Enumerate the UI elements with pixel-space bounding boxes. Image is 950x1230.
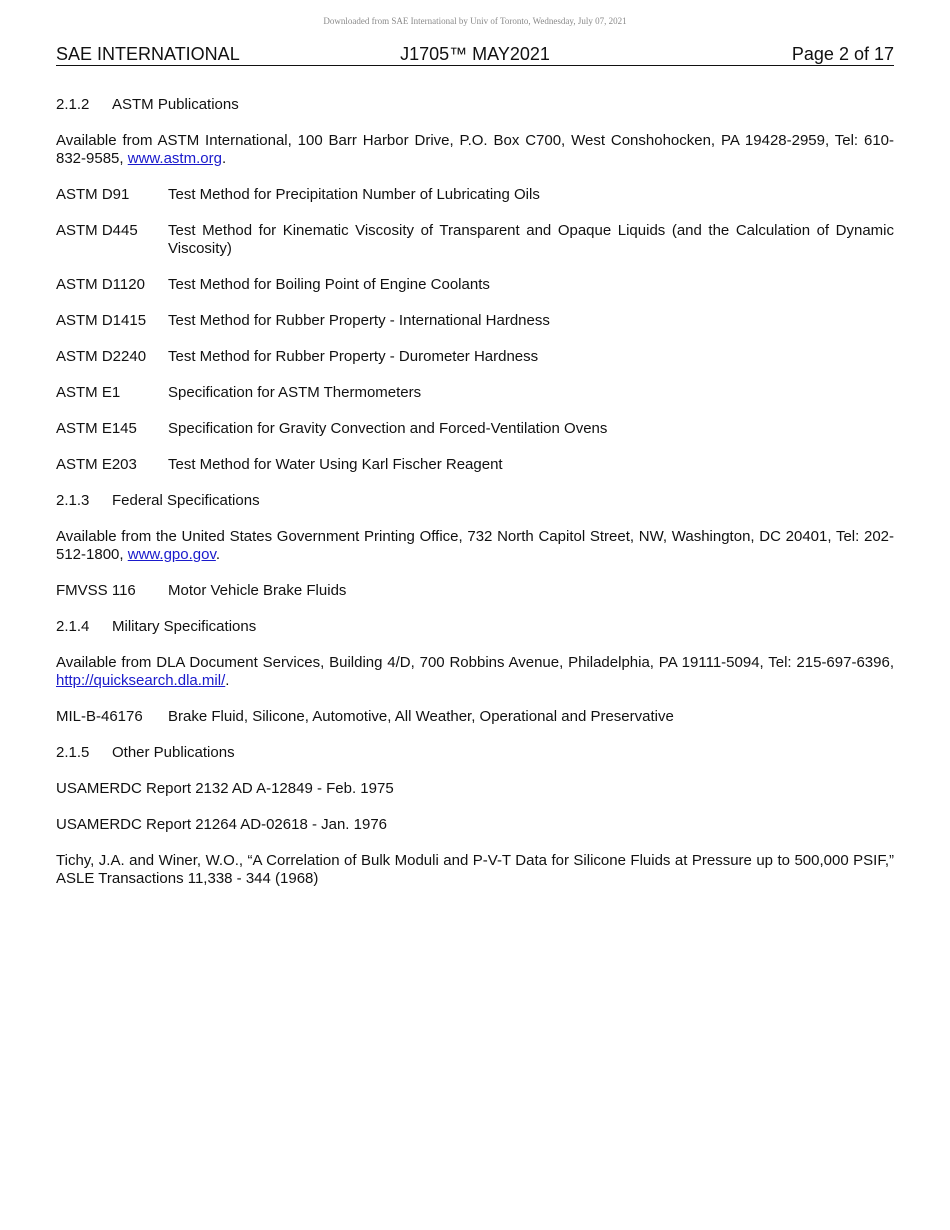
reference-item [56,456,894,474]
reference-description: Test Method for Rubber Property - International Hardness [168,312,550,329]
availability-text: Available from DLA Document Services, Building 4/D, 700 Robbins Avenue, Philadelphia, PA 19111-5094, Tel: 215-697-6396, [56,654,894,671]
reference-item [56,312,894,330]
reference-code: MIL-B-46176 [56,708,143,725]
reference-description: Specification for Gravity Convection and Forced-Ventilation Ovens [168,420,608,437]
reference-description: Motor Vehicle Brake Fluids [168,582,347,599]
section-heading-astm [56,96,894,114]
reference-code: ASTM D91 [56,186,130,203]
availability-text: Available from the United States Government Printing Office, 732 North Capitol Street, NW, Washington, DC 20401, Tel: 202-512-1800, [56,528,894,563]
reference-item [56,348,894,366]
availability-text: Available from ASTM International, 100 Barr Harbor Drive, P.O. Box C700, West Conshohocken, PA 19428-2959, Tel: 610-832-9585, [56,132,894,167]
reference-code: ASTM D445 [56,222,138,239]
dla-link[interactable]: http://quicksearch.dla.mil/ [56,672,226,689]
reference-item [56,708,894,726]
astm-link[interactable]: www.astm.org [127,150,222,167]
reference-description: Test Method for Precipitation Number of Lubricating Oils [168,186,540,203]
reference-description: Brake Fluid, Silicone, Automotive, All Weather, Operational and Preservative [168,708,674,725]
period: . [215,546,221,563]
reference-description: Test Method for Water Using Karl Fischer Reagent [168,456,503,473]
header-document-id: J1705™ MAY2021 [400,44,550,64]
other-publication-item: USAMERDC Report 21264 AD-02618 - Jan. 1976 [56,816,388,833]
reference-item [56,276,894,294]
gpo-link[interactable]: www.gpo.gov [127,546,216,563]
document-body [56,96,894,888]
reference-item [56,420,894,438]
period: . [221,150,227,167]
reference-description: Test Method for Kinematic Viscosity of Transparent and Opaque Liquids (and the Calculation of Dynamic Viscosity) [168,222,894,257]
reference-item [56,222,894,258]
reference-code: ASTM E203 [56,456,137,473]
section-heading-other [56,744,894,762]
section-number: 2.1.5 [56,744,90,761]
reference-code: ASTM D1120 [56,276,145,293]
section-title: Federal Specifications [112,492,260,509]
reference-description: Test Method for Rubber Property - Durometer Hardness [168,348,539,365]
other-publication-item: Tichy, J.A. and Winer, W.O., “A Correlation of Bulk Moduli and P-V-T Data for Silicone Fluids at Pressure up to 500,000 PSIF,” ASLE Transactions 11,338 - 344 (1968) [56,852,894,887]
reference-item [56,582,894,600]
section-number: 2.1.2 [56,96,90,113]
military-availability [56,654,894,690]
reference-description: Specification for ASTM Thermometers [168,384,422,401]
federal-availability [56,528,894,564]
section-title: Military Specifications [112,618,257,635]
reference-code: ASTM E1 [56,384,121,401]
reference-item [56,186,894,204]
reference-code: ASTM E145 [56,420,137,437]
reference-item [56,384,894,402]
section-heading-military [56,618,894,636]
section-number: 2.1.4 [56,618,90,635]
reference-description: Test Method for Boiling Point of Engine Coolants [168,276,490,293]
other-publication-item: USAMERDC Report 2132 AD A-12849 - Feb. 1975 [56,780,394,797]
section-title: Other Publications [112,744,235,761]
section-title: ASTM Publications [112,96,239,113]
period: . [225,672,230,689]
page-header [56,44,894,66]
astm-availability [56,132,894,168]
download-watermark: Downloaded from SAE International by Univ of Toronto, Wednesday, July 07, 2021 [323,16,627,26]
section-number: 2.1.3 [56,492,90,509]
reference-code: FMVSS 116 [56,582,136,599]
reference-code: ASTM D2240 [56,348,147,365]
header-page-number: Page 2 of 17 [791,44,894,64]
reference-code: ASTM D1415 [56,312,147,329]
section-heading-federal [56,492,894,510]
header-organization: SAE INTERNATIONAL [56,44,240,64]
